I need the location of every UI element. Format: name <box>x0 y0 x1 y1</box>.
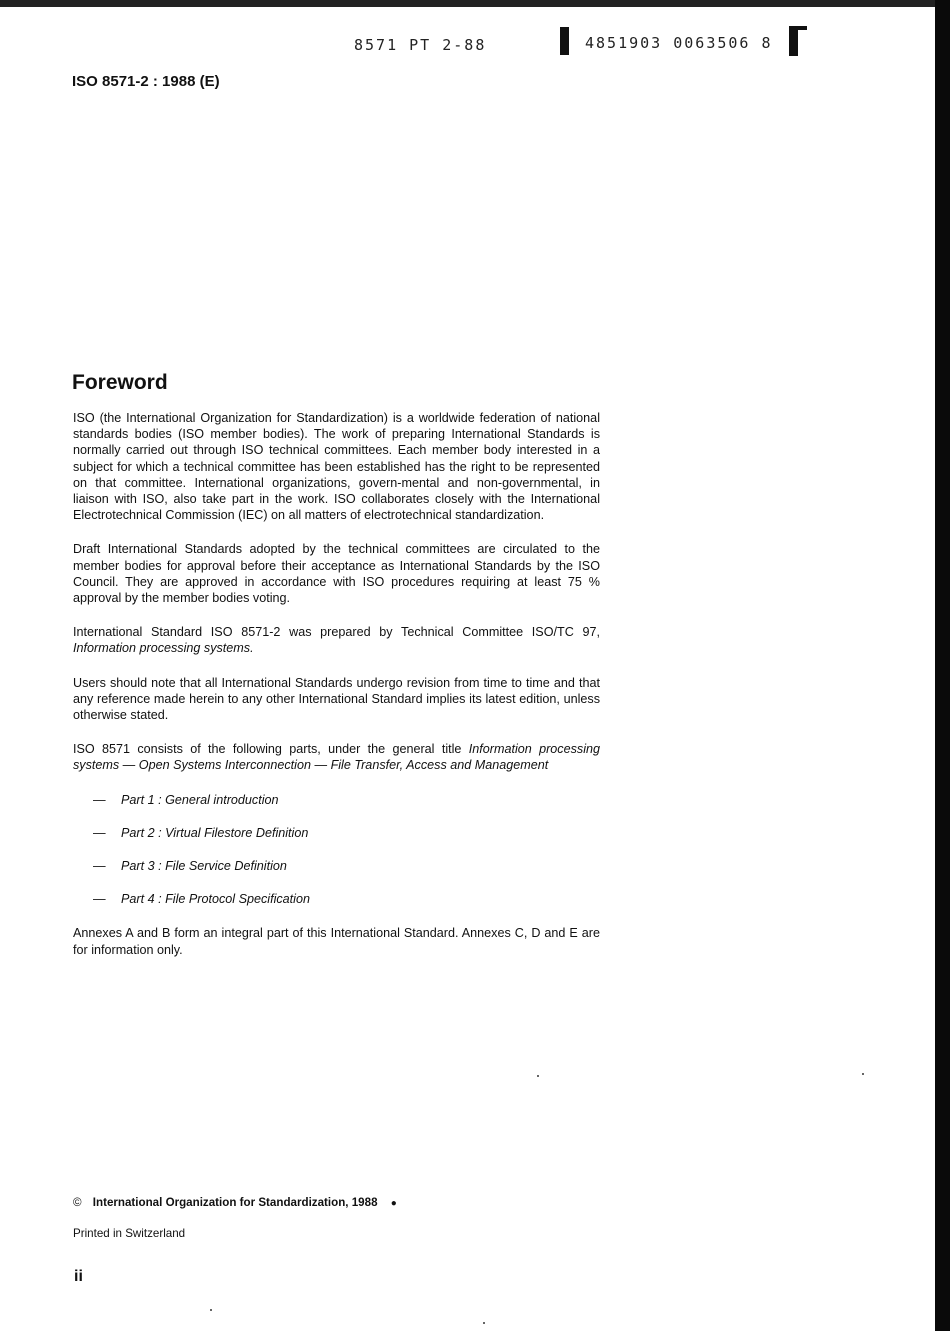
paragraph-1: ISO (the International Organization for Standardization) is a worldwide federation of national standards bodies (ISO member bodies). The work of preparing International Standards is normally carried out through ISO technical committees. Each member body interested in a subject for which a technical committee has been established has the right to be represented on that committee. International organizations, govern-mental and non-governmental, in liaison with ISO, also take part in the work. ISO collaborates closely with the International Electrotechnical Commission (IEC) on all matters of electrotechnical standardization. <box>73 411 600 523</box>
scan-marker-block-right <box>789 28 798 56</box>
dash-bullet: — <box>93 825 106 840</box>
scan-marker-tick <box>789 26 807 30</box>
foreword-body <box>73 410 600 976</box>
paragraph-2: Draft International Standards adopted by the technical committees are circulated to the member bodies for approval before their acceptance as International Standards by the ISO Council. They are approved in accordance with ISO procedures requiring at least 75 % approval by the member bodies voting. <box>73 542 600 606</box>
list-item <box>73 825 600 841</box>
scan-speck <box>483 1322 485 1324</box>
scan-speck <box>210 1309 212 1311</box>
dash-bullet: — <box>93 892 106 907</box>
paragraph-3 <box>73 624 600 656</box>
paragraph-5-title: Information processing systems — Open Systems Interconnection — File Transfer, Access and Management <box>73 742 601 773</box>
scan-edge-right <box>935 0 950 1331</box>
copyright-line <box>73 1196 397 1209</box>
list-item <box>73 792 600 808</box>
parts-list <box>73 792 600 908</box>
paragraph-4: Users should note that all International Standards undergo revision from time to time and that any reference made herein to any other International Standard implies its latest edition, unless otherwise stated. <box>73 675 600 723</box>
part-title: Part 3 : File Service Definition <box>121 859 287 874</box>
page-title: Foreword <box>72 371 168 394</box>
copyright-text: International Organization for Standardization, 1988 <box>92 1196 378 1209</box>
part-title: Part 2 : Virtual Filestore Definition <box>121 825 309 840</box>
scan-code-left: 8571 PT 2-88 <box>354 36 487 54</box>
document-id: ISO 8571-2 : 1988 (E) <box>72 73 220 90</box>
scan-edge-top <box>0 0 935 7</box>
dash-bullet: — <box>93 859 106 874</box>
bullet-icon: ● <box>390 1198 397 1209</box>
dash-bullet: — <box>93 792 106 807</box>
part-title: Part 4 : File Protocol Specification <box>121 892 310 907</box>
list-item <box>73 858 600 874</box>
page-number: ii <box>74 1268 83 1285</box>
paragraph-3-title: Information processing systems. <box>73 641 254 656</box>
printed-in: Printed in Switzerland <box>73 1227 186 1240</box>
scan-marker-block <box>560 27 569 55</box>
paragraph-5 <box>73 741 600 773</box>
scan-speck <box>862 1073 864 1075</box>
paragraph-3-text: International Standard ISO 8571-2 was prepared by Technical Committee ISO/TC 97, <box>73 625 600 640</box>
paragraph-5-text: ISO 8571 consists of the following parts, under the general title <box>73 742 462 757</box>
copyright-symbol: © <box>73 1196 82 1209</box>
list-item <box>73 891 600 907</box>
scan-speck <box>537 1075 539 1077</box>
paragraph-6: Annexes A and B form an integral part of this International Standard. Annexes C, D and E are for information only. <box>73 926 600 957</box>
part-title: Part 1 : General introduction <box>121 792 279 807</box>
scan-code-right: 4851903 0063506 8 <box>585 34 773 52</box>
